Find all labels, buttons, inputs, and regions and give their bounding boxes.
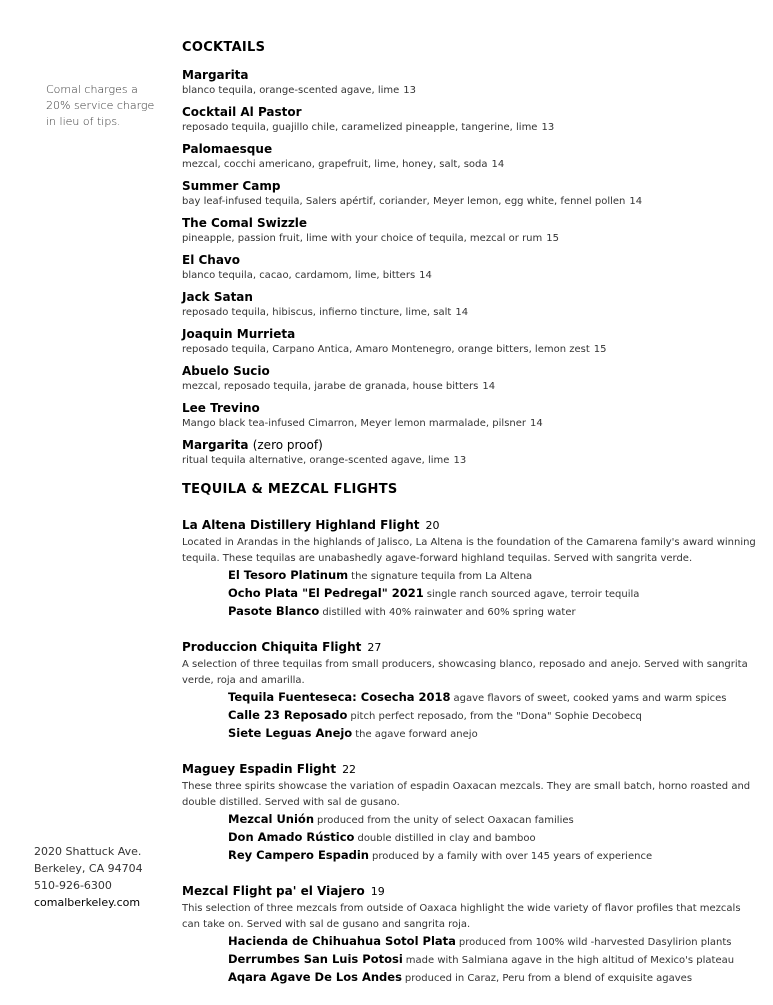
cocktail-name (182, 437, 757, 453)
cocktail-name (182, 252, 757, 268)
cocktail-item (182, 104, 757, 135)
spirit-name: Don Amado Rústico (228, 830, 355, 844)
flight-spirit (228, 725, 757, 743)
flight-list (182, 517, 757, 987)
cocktail-item (182, 178, 757, 209)
cocktail-ingredients: reposado tequila, guajillo chile, caramelized pineapple, tangerine, lime (182, 122, 538, 133)
spirit-name: Derrumbes San Luis Potosi (228, 952, 403, 966)
cocktail-list (182, 67, 757, 468)
cocktail-name-text: Jack Satan (182, 290, 253, 304)
flight-spirit-list (228, 933, 757, 987)
flight-name-text: Produccion Chiquita Flight (182, 640, 362, 654)
flight-name (182, 883, 757, 900)
flight-spirit-list (228, 811, 757, 865)
spirit-name: Mezcal Unión (228, 812, 315, 826)
flight-name-text: La Altena Distillery Highland Flight (182, 518, 420, 532)
flight-item (182, 639, 757, 743)
cocktail-price: 14 (491, 159, 505, 170)
spirit-description: double distilled in clay and bamboo (357, 833, 536, 844)
flight-name (182, 639, 757, 656)
cocktail-item (182, 289, 757, 320)
cocktail-name (182, 215, 757, 231)
flight-description: Located in Arandas in the highlands of Jalisco, La Altena is the foundation of the Camarena family's award winning tequila. These tequilas are unabashedly agave-forward highland tequilas. Served with sangrita verde. (182, 537, 756, 564)
cocktail-price: 13 (541, 122, 555, 133)
cocktail-name (182, 178, 757, 194)
cocktail-note: (zero proof) (252, 438, 323, 452)
flight-name (182, 761, 757, 778)
flight-item (182, 883, 757, 987)
spirit-name: Tequila Fuenteseca: Cosecha 2018 (228, 690, 451, 704)
cocktail-description (182, 120, 757, 135)
flight-name (182, 517, 757, 534)
spirit-name: Pasote Blanco (228, 604, 320, 618)
spirit-description: agave flavors of sweet, cooked yams and warm spices (453, 693, 727, 704)
cocktail-item (182, 67, 757, 98)
cocktail-description (182, 268, 757, 283)
cocktail-name-text: The Comal Swizzle (182, 216, 308, 230)
service-charge-note: Comal charges a 20% service charge in lieu of tips. (46, 83, 155, 128)
flight-spirit (228, 603, 757, 621)
cocktail-price: 15 (593, 344, 607, 355)
cocktail-price: 13 (403, 85, 417, 96)
city-address: Berkeley, CA 94704 (34, 862, 143, 875)
cocktail-description (182, 305, 757, 320)
cocktail-description (182, 416, 757, 431)
cocktail-description (182, 83, 757, 98)
cocktail-ingredients: reposado tequila, hibiscus, infierno tincture, lime, salt (182, 307, 452, 318)
cocktail-description (182, 157, 757, 172)
cocktail-item (182, 326, 757, 357)
cocktail-item (182, 437, 757, 468)
cocktail-price: 14 (455, 307, 469, 318)
cocktail-item (182, 215, 757, 246)
flight-spirit (228, 969, 757, 987)
flights-title: TEQUILA & MEZCAL FLIGHTS (182, 482, 398, 497)
cocktail-description (182, 342, 757, 357)
menu-main (182, 40, 757, 1005)
cocktail-ingredients: mezcal, reposado tequila, jarabe de granada, house bitters (182, 381, 479, 392)
flight-spirit-list (228, 689, 757, 743)
flight-spirit (228, 689, 757, 707)
cocktail-item (182, 363, 757, 394)
flight-description: A selection of three tequilas from small producers, showcasing blanco, reposado and anejo. Served with sangrita verde, roja and amarilla. (182, 659, 748, 686)
cocktail-price: 15 (546, 233, 559, 244)
cocktail-item (182, 252, 757, 283)
spirit-name: Siete Leguas Anejo (228, 726, 353, 740)
website-link[interactable]: comalberkeley.com (34, 896, 141, 909)
flight-spirit (228, 847, 757, 865)
flight-description: These three spirits showcase the variation of espadin Oaxacan mezcals. They are small batch, horno roasted and double distilled. Served with sal de gusano. (182, 781, 751, 808)
flight-price: 20 (425, 519, 440, 532)
cocktail-ingredients: bay leaf-infused tequila, Salers apértif, coriander, Meyer lemon, egg white, fennel pollen (182, 196, 626, 207)
cocktail-price: 13 (453, 455, 467, 466)
cocktail-name (182, 400, 757, 416)
flight-description: This selection of three mezcals from outside of Oaxaca highlight the wide variety of flavor profiles that mezcals can take on. Served with sal de gusano and sangrita roja. (182, 903, 741, 930)
cocktail-name-text: Margarita (182, 68, 249, 82)
spirit-name: Aqara Agave De Los Andes (228, 970, 402, 984)
cocktail-name (182, 104, 757, 120)
spirit-description: distilled with 40% rainwater and 60% spring water (322, 607, 576, 618)
spirit-description: pitch perfect reposado, from the "Dona" Sophie Decobecq (350, 711, 642, 722)
flight-name-text: Maguey Espadin Flight (182, 762, 337, 776)
phone-number: 510-926-6300 (34, 879, 112, 892)
cocktail-name-text: Abuelo Sucio (182, 364, 270, 378)
cocktail-name (182, 67, 757, 83)
address-block (34, 843, 174, 911)
cocktails-title: COCKTAILS (182, 40, 266, 55)
cocktail-ingredients: blanco tequila, orange-scented agave, lime (182, 85, 400, 96)
cocktail-price: 14 (629, 196, 643, 207)
spirit-description: made with Salmiana agave in the high altitud of Mexico's plateau (405, 955, 735, 966)
cocktail-price: 14 (482, 381, 496, 392)
cocktail-name-text: Palomaesque (182, 142, 273, 156)
flight-name-text: Mezcal Flight pa' el Viajero (182, 884, 365, 898)
flight-spirit (228, 951, 757, 969)
spirit-name: Rey Campero Espadin (228, 848, 369, 862)
cocktail-price: 14 (419, 270, 432, 281)
cocktail-ingredients: blanco tequila, cacao, cardamom, lime, bitters (182, 270, 416, 281)
cocktail-ingredients: mezcal, cocchi americano, grapefruit, lime, honey, salt, soda (182, 159, 488, 170)
spirit-name: Calle 23 Reposado (228, 708, 348, 722)
cocktail-ingredients: pineapple, passion fruit, lime with your choice of tequila, mezcal or rum (182, 233, 543, 244)
spirit-description: produced in Caraz, Peru from a blend of exquisite agaves (404, 973, 693, 984)
cocktail-description (182, 194, 757, 209)
cocktail-name-text: El Chavo (182, 253, 241, 267)
flight-item (182, 517, 757, 621)
cocktail-description (182, 379, 757, 394)
cocktail-name-text: Cocktail Al Pastor (182, 105, 302, 119)
spirit-description: the agave forward anejo (355, 729, 478, 740)
spirit-description: produced by a family with over 145 years of experience (372, 851, 653, 862)
cocktail-name-text: Summer Camp (182, 179, 281, 193)
flight-price: 27 (367, 641, 382, 654)
street-address: 2020 Shattuck Ave. (34, 845, 142, 858)
cocktail-name (182, 289, 757, 305)
cocktail-item (182, 141, 757, 172)
cocktail-name-text: Joaquin Murrieta (182, 327, 296, 341)
flight-price: 22 (342, 763, 357, 776)
spirit-name: Hacienda de Chihuahua Sotol Plata (228, 934, 456, 948)
cocktail-name-text: Lee Trevino (182, 401, 260, 415)
cocktail-description (182, 453, 757, 468)
cocktail-description (182, 231, 757, 246)
spirit-name: Ocho Plata "El Pedregal" 2021 (228, 586, 424, 600)
cocktail-ingredients: ritual tequila alternative, orange-scented agave, lime (182, 455, 450, 466)
spirit-description: the signature tequila from La Altena (351, 571, 533, 582)
spirit-description: produced from the unity of select Oaxacan families (317, 815, 574, 826)
cocktail-name (182, 363, 757, 379)
flight-spirit (228, 829, 757, 847)
flight-spirit (228, 585, 757, 603)
flight-spirit-list (228, 567, 757, 621)
spirit-description: produced from 100% wild -harvested Dasylirion plants (458, 937, 732, 948)
cocktail-ingredients: Mango black tea-infused Cimarron, Meyer lemon marmalade, pilsner (182, 418, 527, 429)
flight-spirit (228, 933, 757, 951)
cocktail-name-text: Margarita (182, 438, 249, 452)
flight-item (182, 761, 757, 865)
cocktail-item (182, 400, 757, 431)
flight-price: 19 (370, 885, 385, 898)
spirit-description: single ranch sourced agave, terroir tequila (426, 589, 640, 600)
spirit-name: El Tesoro Platinum (228, 568, 349, 582)
flight-spirit (228, 811, 757, 829)
cocktail-price: 14 (530, 418, 543, 429)
flight-spirit (228, 707, 757, 725)
cocktail-name (182, 141, 757, 157)
cocktail-ingredients: reposado tequila, Carpano Antica, Amaro Montenegro, orange bitters, lemon zest (182, 344, 590, 355)
cocktail-name (182, 326, 757, 342)
flight-spirit (228, 567, 757, 585)
